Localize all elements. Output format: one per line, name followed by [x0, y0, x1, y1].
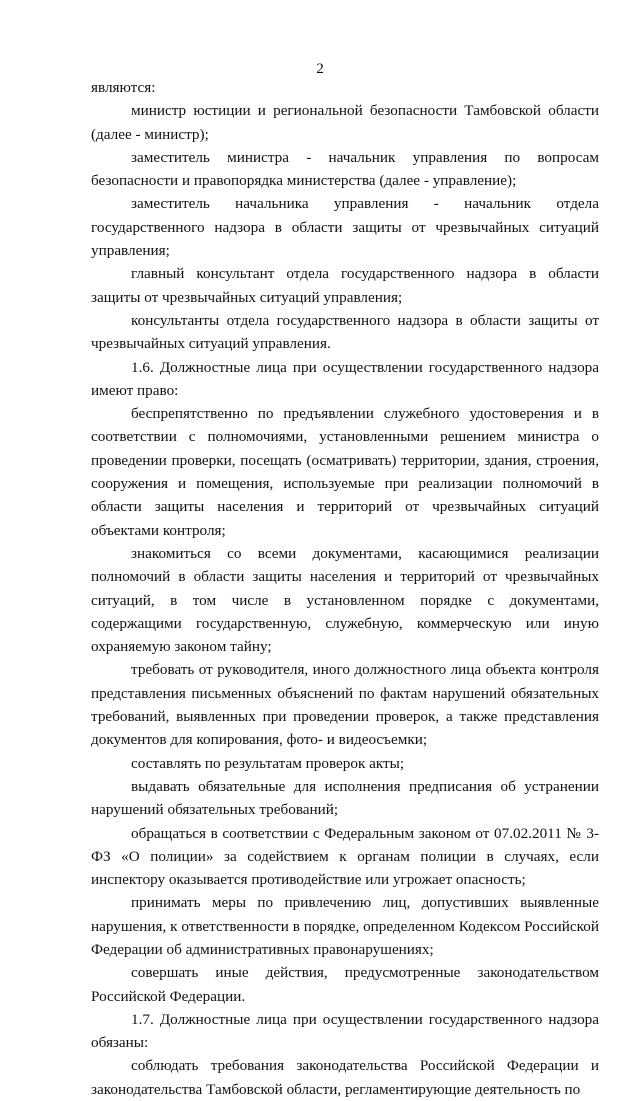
paragraph-right-other: совершать иные действия, предусмотренные законодательством Российской Федерации. — [91, 964, 599, 1005]
paragraph-deputy-head: заместитель начальника управления - начальник отдела государственного надзора в области защиты от чрезвычайных ситуаций управления; — [91, 195, 599, 260]
paragraph-right-police: обращаться в соответствии с Федеральным законом от 07.02.2011 № 3-ФЗ «О полиции» за содействием к органам полиции в случаях, если инспектору оказывается противодействие или угрожает опасность; — [91, 824, 599, 889]
paragraph-right-access: беспрепятственно по предъявлении служебного удостоверения и в соответствии с полномочиями, установленными решением министра о проведении проверки, посещать (осматривать) территории, здания, строения, сооружения и помещения, используемые при реализации полномочий в области защиты населения и территорий от чрезвычайных ситуаций объектами контроля; — [91, 405, 599, 539]
document-body — [91, 76, 599, 1101]
paragraph-right-orders: выдавать обязательные для исполнения предписания об устранении нарушений обязательных требований; — [91, 777, 599, 819]
paragraph-chief-consultant: главный консультант отдела государственного надзора в области защиты от чрезвычайных ситуаций управления; — [91, 265, 599, 306]
paragraph-duty-comply: соблюдать требования законодательства Российской Федерации и законодательства Тамбовской области, регламентирующие деятельность по — [91, 1057, 599, 1098]
paragraph-deputy-minister: заместитель министра - начальник управления по вопросам безопасности и правопорядка министерства (далее - управление); — [91, 148, 599, 190]
paragraph-section-1-7: 1.7. Должностные лица при осуществлении государственного надзора обязаны: — [91, 1010, 599, 1052]
paragraph-consultants: консультанты отдела государственного надзора в области защиты от чрезвычайных ситуаций управления. — [91, 311, 599, 353]
paragraph-right-acts: составлять по результатам проверок акты; — [131, 754, 405, 772]
paragraph-minister: министр юстиции и региональной безопасности Тамбовской области (далее - министр); — [91, 102, 599, 143]
paragraph-section-1-6: 1.6. Должностные лица при осуществлении государственного надзора имеют право: — [91, 358, 599, 399]
paragraph-right-documents: знакомиться со всеми документами, касающимися реализации полномочий в области защиты населения и территорий от чрезвычайных ситуаций, в том числе в установленном порядке с документами, содержащими государственную, служебную, коммерческую или иную охраняемую законом тайну; — [91, 544, 599, 656]
paragraph-right-explanations: требовать от руководителя, иного должностного лица объекта контроля представления письменных объяснений по фактам нарушений обязательных требований, выявленных при проведении проверок, а также представления документов для копирования, фото- и видеосъемки; — [91, 661, 599, 749]
page-number: 2 — [316, 60, 324, 77]
paragraph-intro: являются: — [91, 79, 156, 96]
paragraph-right-liability: принимать меры по привлечению лиц, допустивших выявленные нарушения, к ответственности в порядке, определенном Кодексом Российской Федерации об административных правонарушениях; — [91, 894, 599, 958]
